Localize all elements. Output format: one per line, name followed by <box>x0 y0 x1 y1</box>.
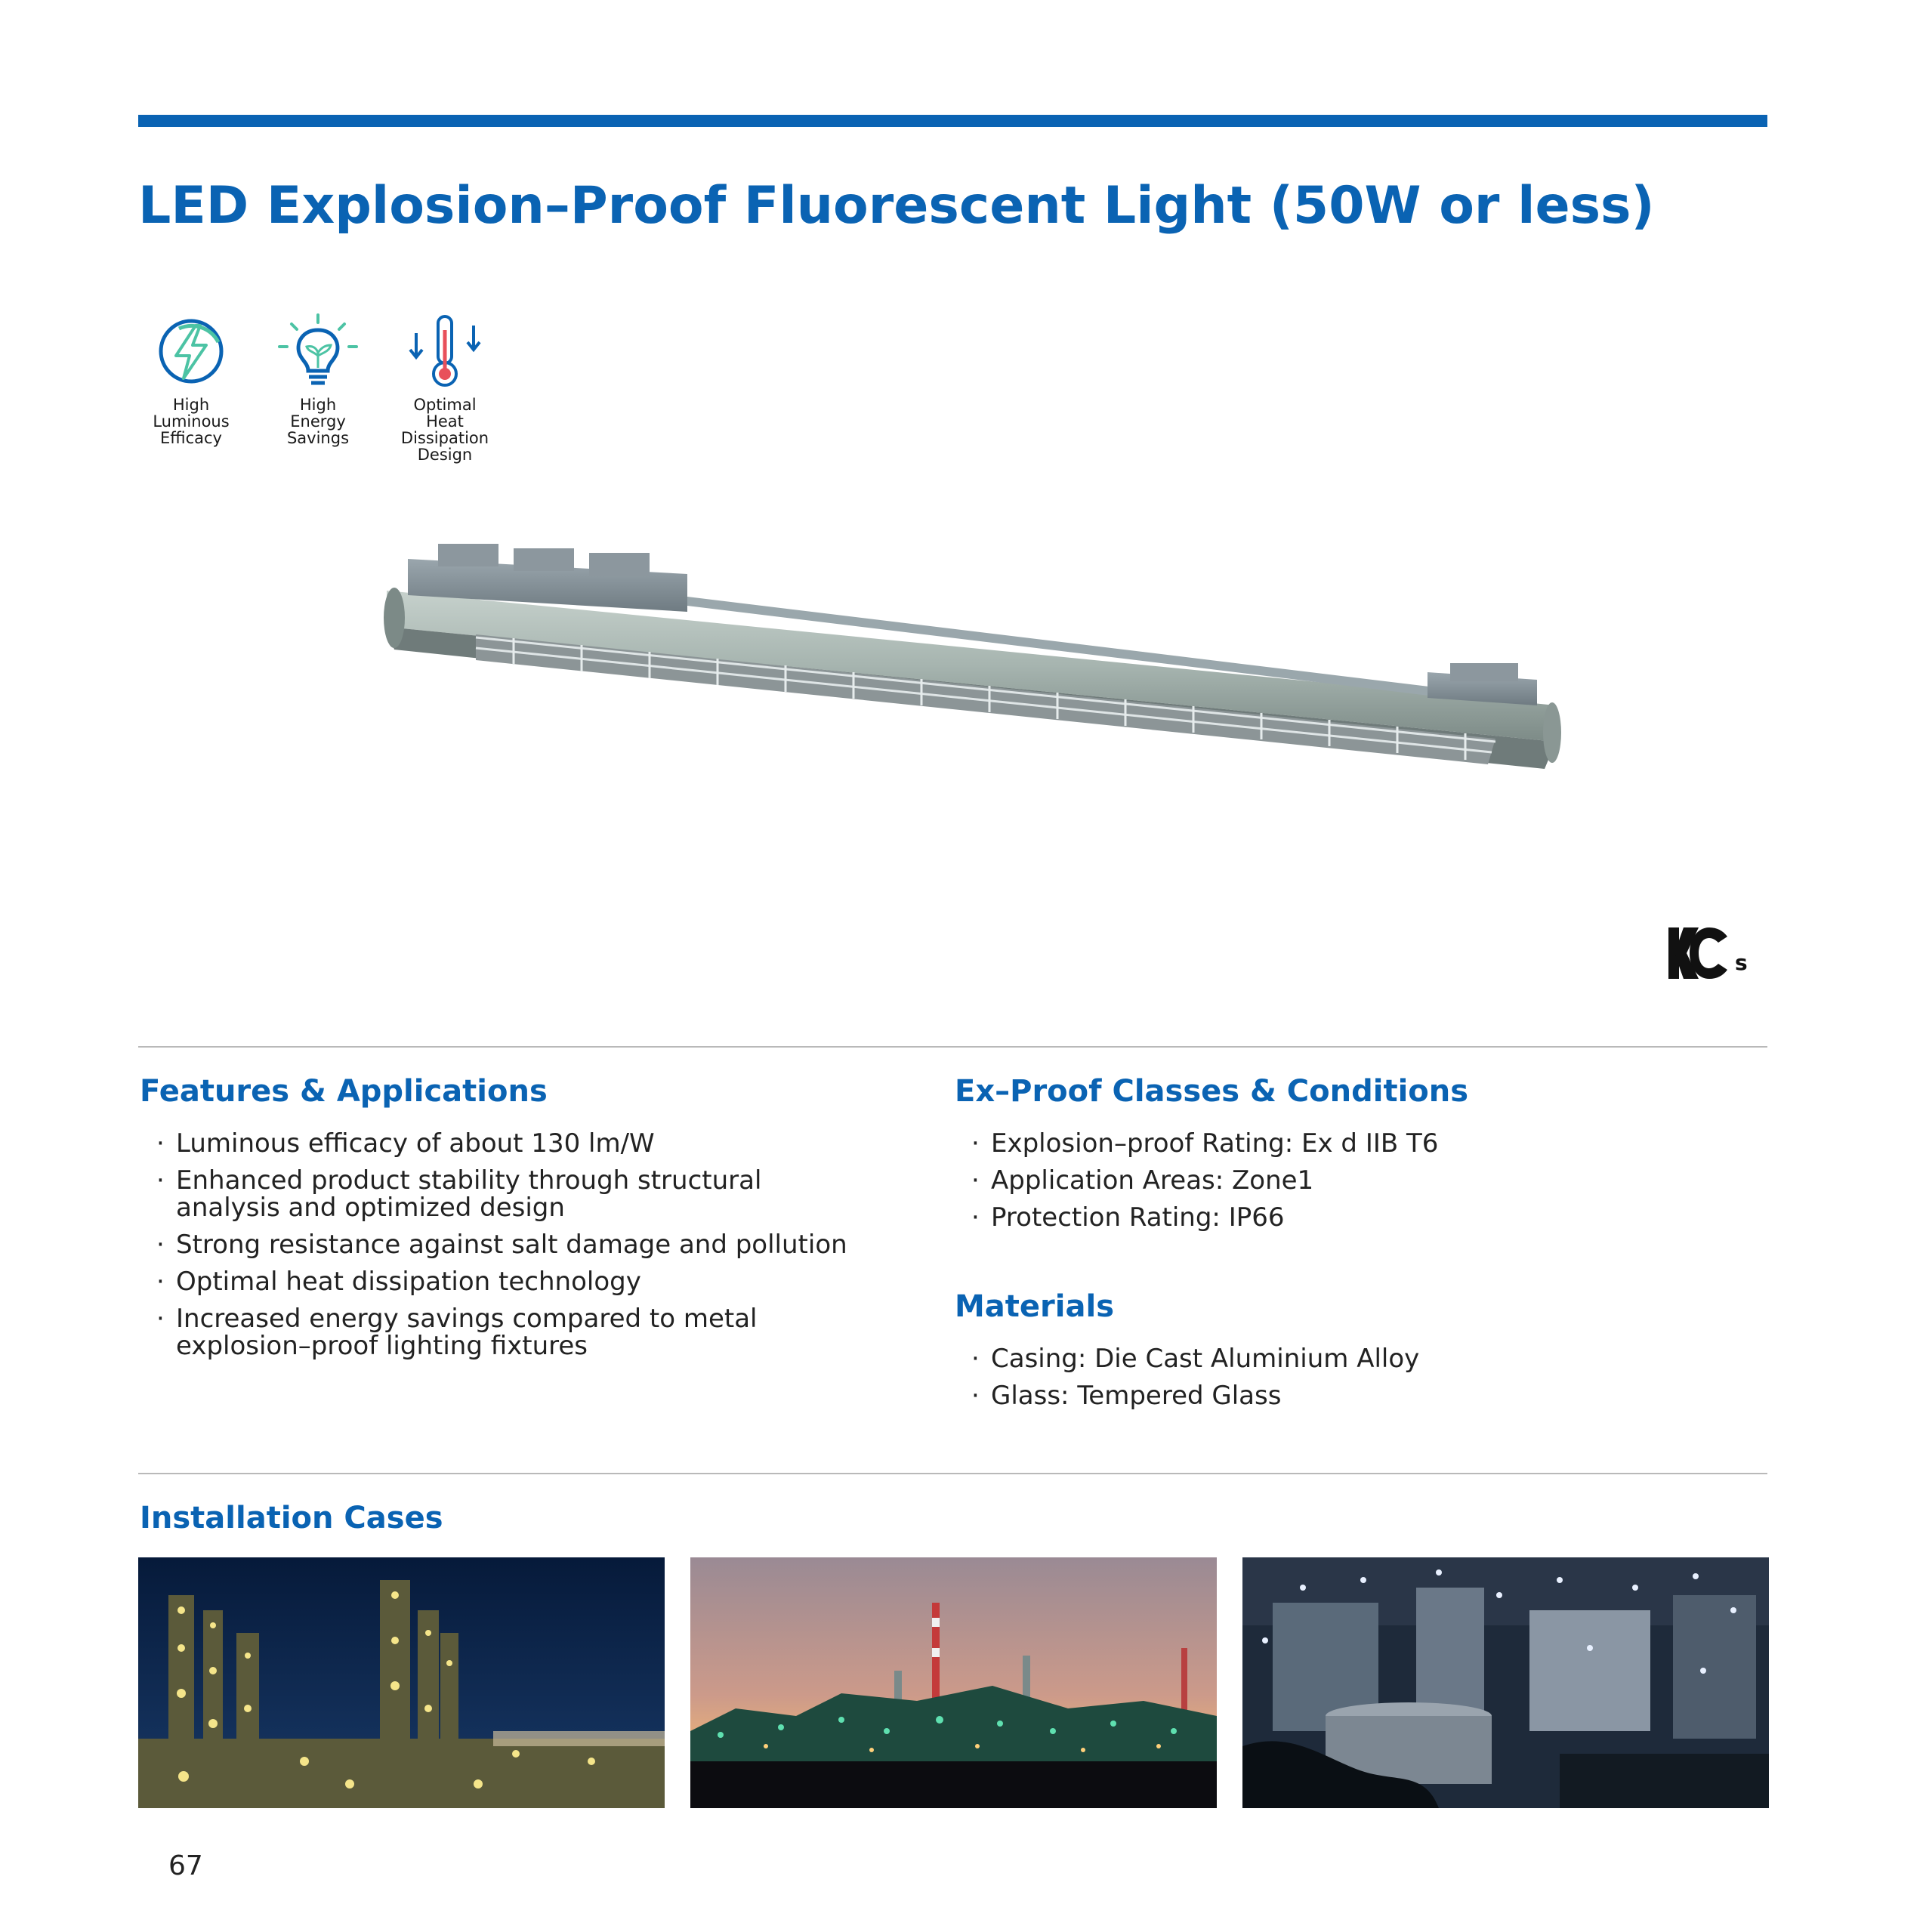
list-item: · Explosion–proof Rating: Ex d IIB T6 <box>971 1128 1439 1159</box>
list-item: · Application Areas: Zone1 <box>971 1165 1314 1196</box>
section-divider-1 <box>138 1046 1767 1048</box>
page-title: LED Explosion–Proof Fluorescent Light (50W or less) <box>138 176 1655 236</box>
list-item: · Luminous efficacy of about 130 lm/W <box>156 1128 655 1159</box>
features-heading: Features & Applications <box>140 1074 548 1109</box>
list-item: · Strong resistance against salt damage and pollution <box>156 1230 847 1260</box>
exproof-list <box>955 1130 1755 1241</box>
installation-heading: Installation Cases <box>140 1501 443 1535</box>
installation-photo-3 <box>1242 1557 1769 1808</box>
top-accent-bar <box>138 115 1767 127</box>
lightning-circle-icon <box>146 313 236 389</box>
thermometer-icon <box>400 313 490 389</box>
list-item: · Optimal heat dissipation technology <box>156 1267 641 1297</box>
installation-photo-2 <box>690 1557 1217 1808</box>
exproof-heading: Ex–Proof Classes & Conditions <box>955 1074 1469 1109</box>
materials-heading: Materials <box>955 1289 1114 1324</box>
list-item: · Increased energy savings compared to metal explosion–proof lighting fixtures <box>156 1304 758 1361</box>
svg-text:s: s <box>1735 950 1748 975</box>
list-item: · Glass: Tempered Glass <box>971 1381 1282 1411</box>
list-item: · Casing: Die Cast Aluminium Alloy <box>971 1344 1420 1374</box>
feature-high-energy-savings: High Energy Savings <box>261 313 375 446</box>
feature-optimal-heat-dissipation: Optimal Heat Dissipation Design <box>388 313 502 463</box>
materials-list <box>955 1345 1755 1419</box>
kc-s-mark-icon <box>1665 923 1756 983</box>
product-image <box>378 544 1586 785</box>
section-divider-2 <box>138 1473 1767 1474</box>
bulb-plant-icon <box>269 313 367 389</box>
list-item: · Protection Rating: IP66 <box>971 1202 1285 1233</box>
page-number: 67 <box>168 1850 203 1881</box>
feature-high-luminous-efficacy: High Luminous Efficacy <box>134 313 248 446</box>
installation-photo-1 <box>138 1557 665 1808</box>
list-item: · Enhanced product stability through structural analysis and optimized design <box>156 1165 762 1223</box>
features-list <box>140 1130 940 1369</box>
